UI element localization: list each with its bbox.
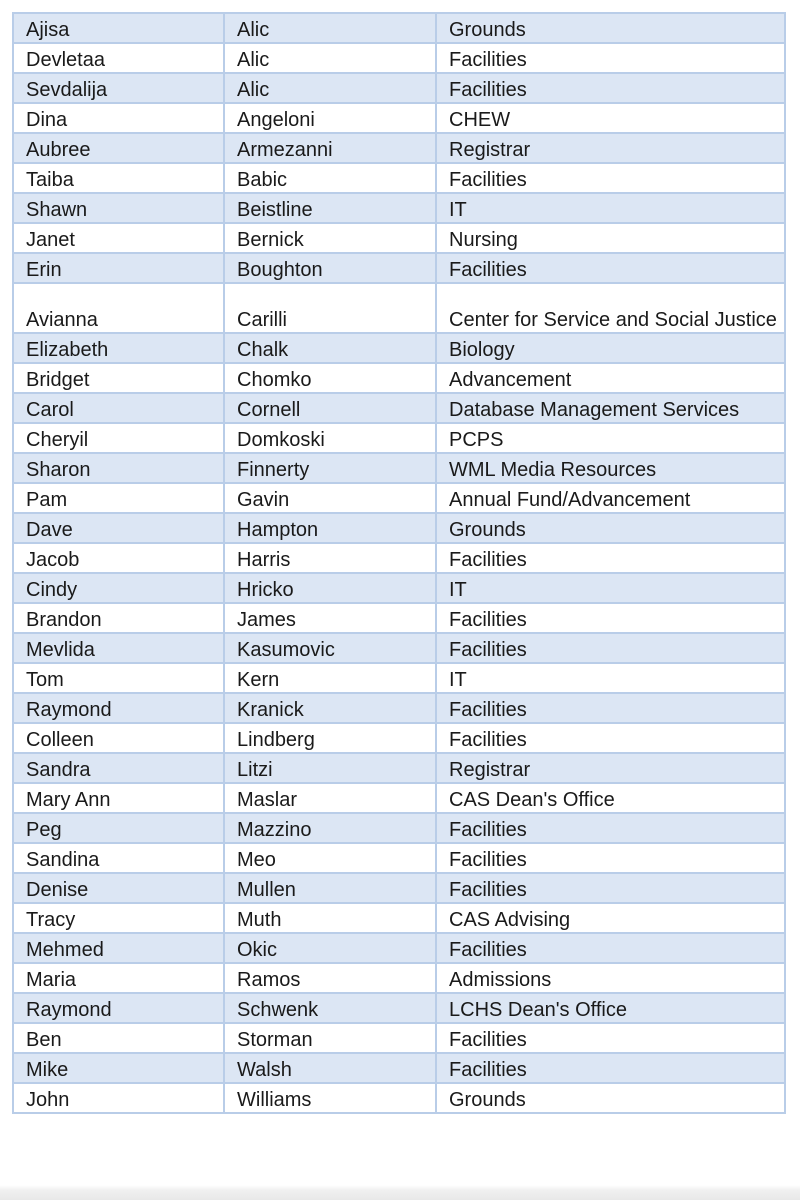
department-cell: Facilities — [436, 933, 785, 963]
table-row — [13, 513, 785, 543]
last-name-cell: Muth — [224, 903, 436, 933]
last-name-cell: Kasumovic — [224, 633, 436, 663]
first-name-cell: Sandra — [13, 753, 224, 783]
first-name-cell: Tracy — [13, 903, 224, 933]
last-name-cell: Storman — [224, 1023, 436, 1053]
last-name-cell: Schwenk — [224, 993, 436, 1023]
last-name-cell: Domkoski — [224, 423, 436, 453]
first-name-cell: Tom — [13, 663, 224, 693]
first-name-cell: Devletaa — [13, 43, 224, 73]
last-name-cell: Litzi — [224, 753, 436, 783]
first-name-cell: Sevdalija — [13, 73, 224, 103]
department-cell: Facilities — [436, 723, 785, 753]
last-name-cell: Hampton — [224, 513, 436, 543]
department-cell: Facilities — [436, 1053, 785, 1083]
department-cell: Nursing — [436, 223, 785, 253]
department-cell: Facilities — [436, 43, 785, 73]
first-name-cell: Ajisa — [13, 13, 224, 43]
last-name-cell: Chalk — [224, 333, 436, 363]
first-name-cell: Bridget — [13, 363, 224, 393]
department-cell: IT — [436, 193, 785, 223]
table-row — [13, 283, 785, 333]
table-row — [13, 1023, 785, 1053]
department-cell: Facilities — [436, 873, 785, 903]
first-name-cell: Raymond — [13, 993, 224, 1023]
first-name-cell: Avianna — [13, 283, 224, 333]
table-row — [13, 133, 785, 163]
first-name-cell: Brandon — [13, 603, 224, 633]
last-name-cell: Alic — [224, 13, 436, 43]
last-name-cell: Finnerty — [224, 453, 436, 483]
department-cell: Center for Service and Social Justice — [436, 283, 785, 333]
first-name-cell: Colleen — [13, 723, 224, 753]
last-name-cell: Kern — [224, 663, 436, 693]
last-name-cell: Walsh — [224, 1053, 436, 1083]
department-cell: CAS Dean's Office — [436, 783, 785, 813]
table-row — [13, 723, 785, 753]
table-row — [13, 423, 785, 453]
last-name-cell: Kranick — [224, 693, 436, 723]
table-row — [13, 813, 785, 843]
table-row — [13, 13, 785, 43]
table-row — [13, 993, 785, 1023]
table-row — [13, 753, 785, 783]
last-name-cell: Hricko — [224, 573, 436, 603]
first-name-cell: Sharon — [13, 453, 224, 483]
table-row — [13, 333, 785, 363]
department-cell: Grounds — [436, 513, 785, 543]
department-cell: CHEW — [436, 103, 785, 133]
first-name-cell: Erin — [13, 253, 224, 283]
department-cell: IT — [436, 663, 785, 693]
last-name-cell: Ramos — [224, 963, 436, 993]
first-name-cell: Mary Ann — [13, 783, 224, 813]
department-cell: Grounds — [436, 1083, 785, 1113]
last-name-cell: Chomko — [224, 363, 436, 393]
last-name-cell: Babic — [224, 163, 436, 193]
first-name-cell: Taiba — [13, 163, 224, 193]
table-row — [13, 103, 785, 133]
table-row — [13, 663, 785, 693]
table-row — [13, 603, 785, 633]
department-cell: IT — [436, 573, 785, 603]
department-cell: Facilities — [436, 73, 785, 103]
last-name-cell: Lindberg — [224, 723, 436, 753]
table-row — [13, 873, 785, 903]
department-cell: Database Management Services — [436, 393, 785, 423]
table-row — [13, 163, 785, 193]
last-name-cell: Angeloni — [224, 103, 436, 133]
last-name-cell: Williams — [224, 1083, 436, 1113]
department-cell: Advancement — [436, 363, 785, 393]
table-row — [13, 393, 785, 423]
first-name-cell: Mike — [13, 1053, 224, 1083]
last-name-cell: Okic — [224, 933, 436, 963]
department-cell: Registrar — [436, 133, 785, 163]
first-name-cell: Cindy — [13, 573, 224, 603]
first-name-cell: Carol — [13, 393, 224, 423]
table-row — [13, 693, 785, 723]
last-name-cell: Carilli — [224, 283, 436, 333]
table-row — [13, 573, 785, 603]
table-row — [13, 223, 785, 253]
last-name-cell: Beistline — [224, 193, 436, 223]
table-row — [13, 1083, 785, 1113]
table-row — [13, 963, 785, 993]
department-cell: LCHS Dean's Office — [436, 993, 785, 1023]
first-name-cell: Ben — [13, 1023, 224, 1053]
first-name-cell: Dave — [13, 513, 224, 543]
table-row — [13, 633, 785, 663]
department-cell: PCPS — [436, 423, 785, 453]
staff-table — [12, 12, 786, 1114]
table-row — [13, 253, 785, 283]
table-row — [13, 193, 785, 223]
first-name-cell: Aubree — [13, 133, 224, 163]
first-name-cell: Sandina — [13, 843, 224, 873]
last-name-cell: Mazzino — [224, 813, 436, 843]
department-cell: Annual Fund/Advancement — [436, 483, 785, 513]
first-name-cell: Janet — [13, 223, 224, 253]
table-row — [13, 903, 785, 933]
last-name-cell: Maslar — [224, 783, 436, 813]
department-cell: Facilities — [436, 603, 785, 633]
table-row — [13, 933, 785, 963]
department-cell: Facilities — [436, 253, 785, 283]
last-name-cell: Armezanni — [224, 133, 436, 163]
department-cell: Facilities — [436, 163, 785, 193]
first-name-cell: John — [13, 1083, 224, 1113]
last-name-cell: Boughton — [224, 253, 436, 283]
department-cell: Facilities — [436, 813, 785, 843]
last-name-cell: Harris — [224, 543, 436, 573]
table-row — [13, 783, 785, 813]
last-name-cell: Alic — [224, 43, 436, 73]
department-cell: Registrar — [436, 753, 785, 783]
last-name-cell: Gavin — [224, 483, 436, 513]
department-cell: WML Media Resources — [436, 453, 785, 483]
table-row — [13, 483, 785, 513]
table-row — [13, 543, 785, 573]
first-name-cell: Peg — [13, 813, 224, 843]
table-row — [13, 43, 785, 73]
table-row — [13, 1053, 785, 1083]
department-cell: Admissions — [436, 963, 785, 993]
first-name-cell: Raymond — [13, 693, 224, 723]
last-name-cell: Alic — [224, 73, 436, 103]
first-name-cell: Dina — [13, 103, 224, 133]
last-name-cell: Meo — [224, 843, 436, 873]
last-name-cell: James — [224, 603, 436, 633]
last-name-cell: Cornell — [224, 393, 436, 423]
staff-table-body — [13, 13, 785, 1113]
first-name-cell: Shawn — [13, 193, 224, 223]
first-name-cell: Jacob — [13, 543, 224, 573]
table-row — [13, 363, 785, 393]
last-name-cell: Bernick — [224, 223, 436, 253]
first-name-cell: Pam — [13, 483, 224, 513]
last-name-cell: Mullen — [224, 873, 436, 903]
table-row — [13, 453, 785, 483]
first-name-cell: Mehmed — [13, 933, 224, 963]
table-row — [13, 843, 785, 873]
department-cell: Facilities — [436, 633, 785, 663]
first-name-cell: Cheryil — [13, 423, 224, 453]
first-name-cell: Mevlida — [13, 633, 224, 663]
department-cell: Grounds — [436, 13, 785, 43]
first-name-cell: Elizabeth — [13, 333, 224, 363]
table-row — [13, 73, 785, 103]
department-cell: Biology — [436, 333, 785, 363]
first-name-cell: Denise — [13, 873, 224, 903]
department-cell: Facilities — [436, 693, 785, 723]
department-cell: Facilities — [436, 1023, 785, 1053]
first-name-cell: Maria — [13, 963, 224, 993]
department-cell: CAS Advising — [436, 903, 785, 933]
department-cell: Facilities — [436, 543, 785, 573]
department-cell: Facilities — [436, 843, 785, 873]
